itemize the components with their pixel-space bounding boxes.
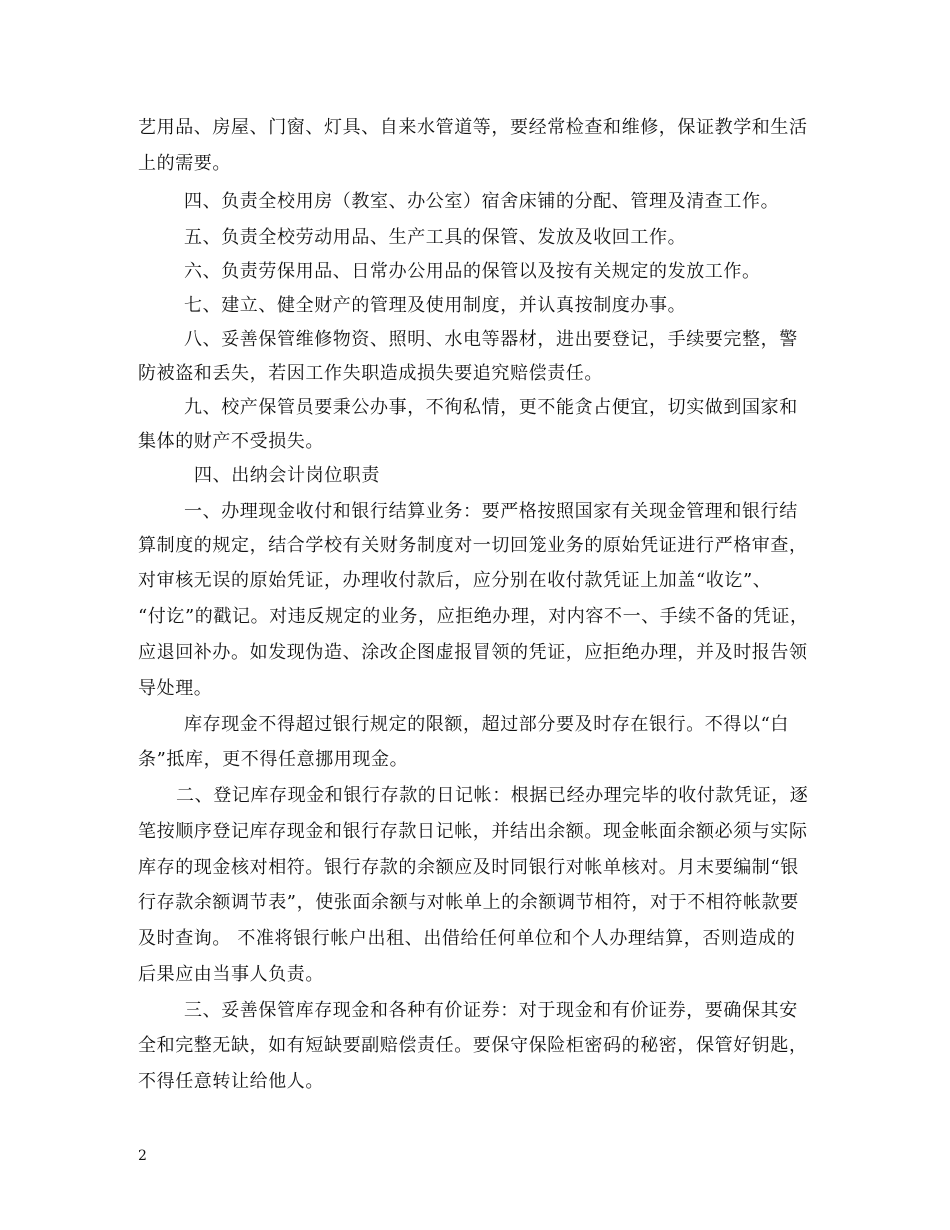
text-line: 导处理。 [138,678,213,699]
text-line: 九、校产保管员要秉公办事，不徇私情，更不能贪占便宜，切实做到国家和 [184,397,798,418]
text-line: 艺用品、房屋、门窗、灯具、自来水管道等，要经常检查和维修，保证教学和生活 [138,117,808,138]
text-line: 不得任意转让给他人。 [138,1071,324,1092]
text-line: 四、负责全校用房（教室、办公室）宿舍床铺的分配、管理及清查工作。 [184,191,780,212]
text-line: 全和完整无缺，如有短缺要副赔偿责任。要保守保险柜密码的秘密，保管好钥匙， [138,1035,808,1056]
text-line: 六、负责劳保用品、日常办公用品的保管以及按有关规定的发放工作。 [184,261,761,282]
text-line: 上的需要。 [138,153,231,174]
text-line: 集体的财产不受损失。 [138,431,324,452]
text-line: 五、负责全校劳动用品、生产工具的保管、发放及收回工作。 [184,227,687,248]
text-line: 算制度的规定，结合学校有关财务制度对一切回笼业务的原始凭证进行严格审查， [138,535,808,556]
text-line: 二、登记库存现金和银行存款的日记帐：根据已经办理完毕的收付款凭证，逐 [176,785,809,806]
text-line: 一、办理现金收付和银行结算业务：要严格按照国家有关现金管理和银行结 [184,501,798,522]
text-line: 应退回补办。如发现伪造、涂改企图虚报冒领的凭证，应拒绝办理，并及时报告领 [138,642,808,663]
text-line: 对审核无误的原始凭证，办理收付款后，应分别在收付款凭证上加盖“收讫”、 [138,570,772,591]
text-line: 条”抵库，更不得任意挪用现金。 [138,749,409,770]
text-line: 七、建立、健全财产的管理及使用制度，并认真按制度办事。 [184,295,687,316]
text-line: “付讫”的戳记。对违反规定的业务，应拒绝办理，对内容不一、手续不备的凭证， [138,606,809,627]
page-number: 2 [138,1148,147,1164]
text-line: 三、妥善保管库存现金和各种有价证券：对于现金和有价证券，要确保其安 [184,1000,798,1021]
text-line: 后果应由当事人负责。 [138,964,324,985]
text-line: 库存的现金核对相符。银行存款的余额应及时同银行对帐单核对。月末要编制“银 [138,857,799,878]
text-line: 防被盗和丢失，若因工作失职造成损失要追究赔偿责任。 [138,363,603,384]
text-line: 及时查询。 不准将银行帐户出租、出借给任何单位和个人办理结算，否则造成的 [138,928,796,949]
text-line: 行存款余额调节表”，使张面余额与对帐单上的余额调节相符，对于不相符帐款要 [138,892,799,913]
text-line: 笔按顺序登记库存现金和银行存款日记帐，并结出余额。现金帐面余额必须与实际 [138,821,808,842]
section-heading: 四、出纳会计岗位职责 [194,465,380,486]
text-line: 库存现金不得超过银行规定的限额，超过部分要及时存在银行。不得以“白 [184,714,789,735]
text-line: 八、妥善保管维修物资、照明、水电等器材，进出要登记，手续要完整，警 [184,329,798,350]
